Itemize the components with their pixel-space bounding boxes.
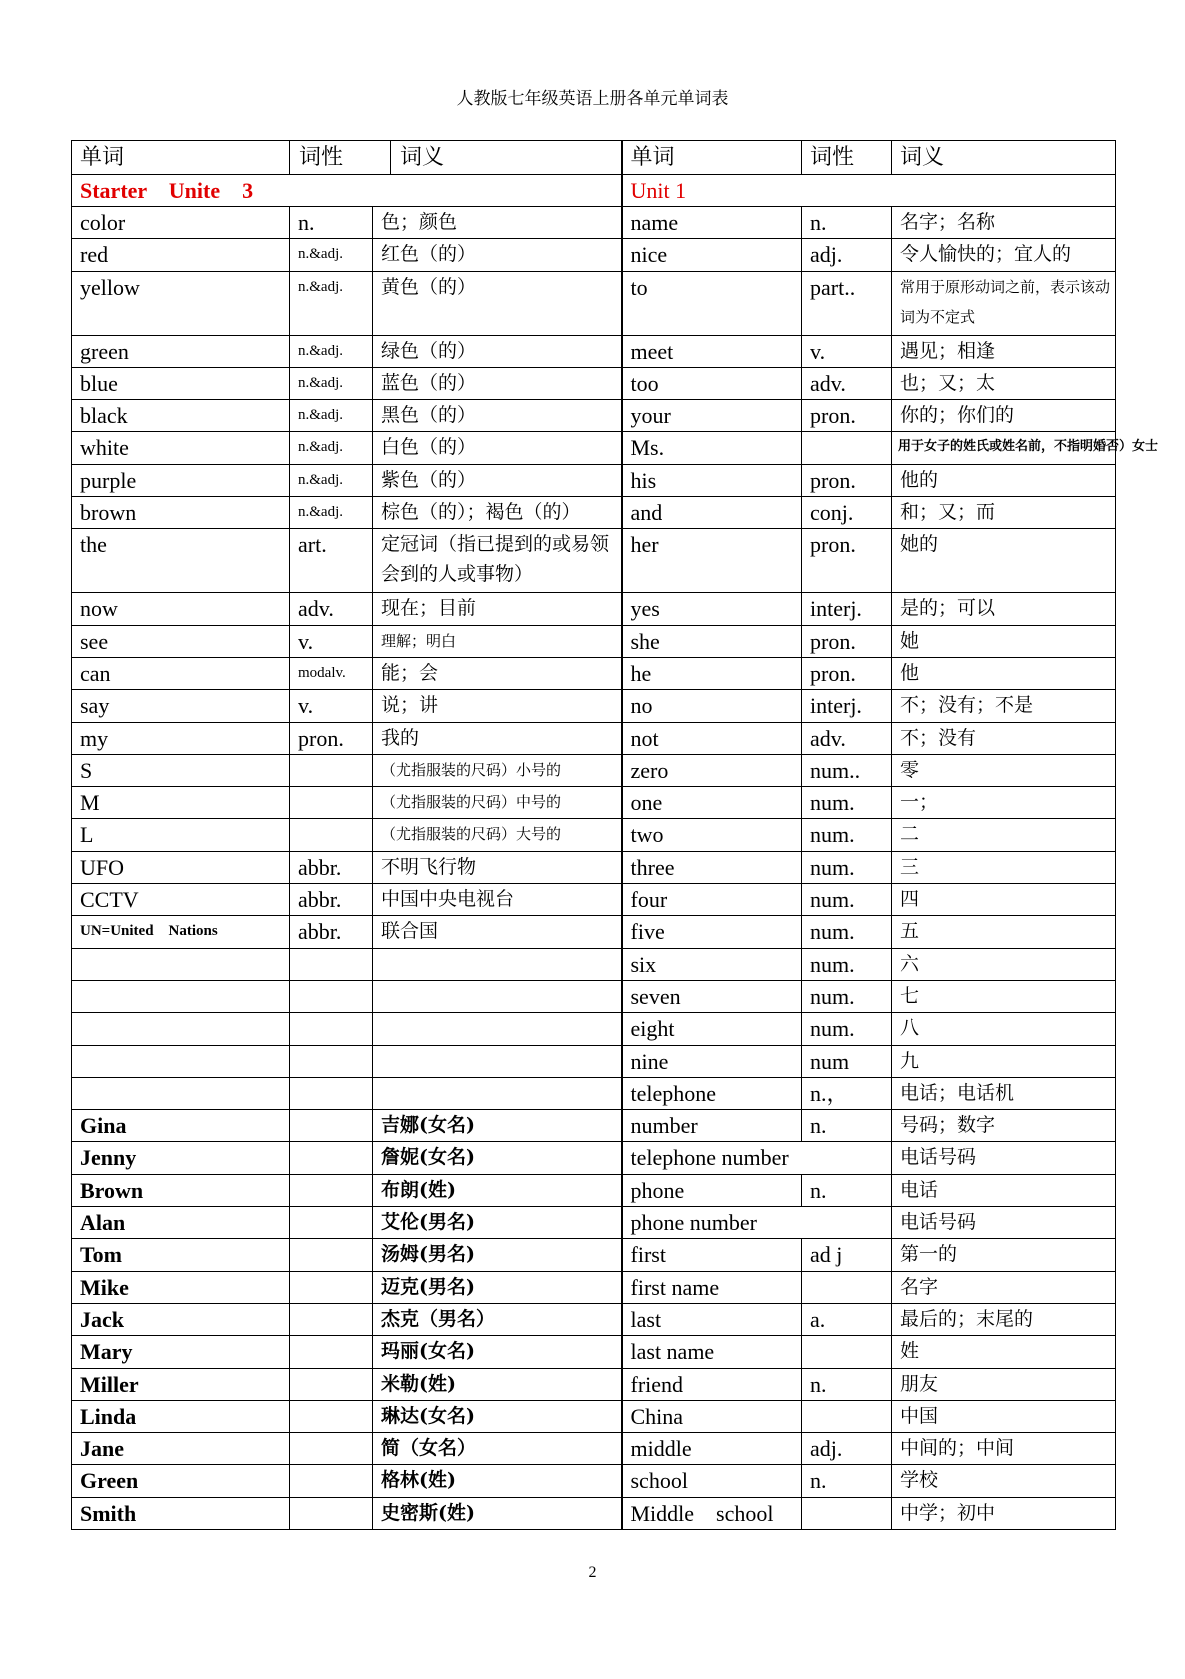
right-pos-cell: adj.: [802, 1433, 892, 1465]
right-word-cell: zero: [622, 754, 802, 786]
right-word-cell: first: [622, 1239, 802, 1271]
left-pos-cell: abbr.: [290, 916, 373, 948]
table-row: [72, 1303, 1116, 1335]
left-pos-cell: art.: [290, 529, 373, 593]
table-row: [72, 1465, 1116, 1497]
left-word-cell: color: [72, 207, 290, 239]
left-meaning-cell: 詹妮(女名): [373, 1142, 622, 1174]
right-word-cell: last name: [622, 1336, 802, 1368]
left-word-cell: [72, 1013, 290, 1045]
left-meaning-cell: 绿色（的）: [373, 335, 622, 367]
left-pos-cell: n.: [290, 207, 373, 239]
right-meaning-cell: 遇见；相逢: [892, 335, 1116, 367]
right-meaning-cell: 五: [892, 916, 1116, 948]
header-left-meaning: 词义: [400, 145, 445, 170]
left-meaning-cell: 能；会: [373, 657, 622, 689]
left-pos-cell: pron.: [290, 722, 373, 754]
right-word-cell: telephone: [622, 1077, 802, 1109]
left-pos-cell: [290, 980, 373, 1012]
table-row: [72, 1077, 1116, 1109]
left-meaning-cell: 紫色（的）: [373, 464, 622, 496]
right-meaning-cell: 九: [892, 1045, 1116, 1077]
right-meaning-cell: 号码；数字: [892, 1110, 1116, 1142]
left-word-cell: UFO: [72, 851, 290, 883]
left-word-cell: brown: [72, 497, 290, 529]
right-meaning-cell: 他: [892, 657, 1116, 689]
left-meaning-cell: [373, 1045, 622, 1077]
right-word-cell: to: [622, 271, 802, 335]
left-pos-cell: [290, 1368, 373, 1400]
right-pos-cell: [802, 1142, 892, 1174]
table-row: [72, 1368, 1116, 1400]
right-word-cell: Ms.: [622, 432, 802, 464]
right-meaning-cell: 你的；你们的: [892, 400, 1116, 432]
right-pos-cell: num: [802, 1045, 892, 1077]
left-meaning-cell: 简（女名）: [373, 1433, 622, 1465]
right-word-cell: nine: [622, 1045, 802, 1077]
right-pos-cell: pron.: [802, 529, 892, 593]
left-pos-cell: adv.: [290, 593, 373, 625]
left-meaning-cell: 白色（的）: [373, 432, 622, 464]
table-row: [72, 1336, 1116, 1368]
right-pos-cell: pron.: [802, 400, 892, 432]
left-pos-cell: [290, 1465, 373, 1497]
header-left-pos: 词性: [299, 145, 344, 170]
table-row: [72, 884, 1116, 916]
right-pos-cell: n.: [802, 1174, 892, 1206]
left-word-cell: [72, 1045, 290, 1077]
right-meaning-cell: 名字: [892, 1271, 1116, 1303]
right-meaning-cell: 他的: [892, 464, 1116, 496]
left-pos-cell: modalv.: [290, 657, 373, 689]
left-meaning-cell: 布朗(姓): [373, 1174, 622, 1206]
right-meaning-cell: 三: [892, 851, 1116, 883]
left-pos-cell: [290, 1110, 373, 1142]
left-word-cell: L: [72, 819, 290, 851]
left-word-cell: Jack: [72, 1303, 290, 1335]
table-row: [72, 1271, 1116, 1303]
right-pos-cell: num.: [802, 980, 892, 1012]
page-number: 2: [588, 1564, 597, 1581]
left-meaning-cell: 不明飞行物: [373, 851, 622, 883]
left-word-cell: my: [72, 722, 290, 754]
left-word-cell: Brown: [72, 1174, 290, 1206]
right-meaning-cell: 一；: [892, 787, 1116, 819]
right-word-cell: she: [622, 625, 802, 657]
table-row: [72, 1207, 1116, 1239]
right-meaning-cell: 不；没有；不是: [892, 690, 1116, 722]
left-pos-cell: [290, 1174, 373, 1206]
right-pos-cell: num.: [802, 884, 892, 916]
left-meaning-cell: 理解；明白: [373, 625, 622, 657]
table-row: [72, 1110, 1116, 1142]
right-word-cell: name: [622, 207, 802, 239]
right-pos-cell: [802, 1336, 892, 1368]
right-pos-cell: num..: [802, 754, 892, 786]
right-meaning-cell: 常用于原形动词之前，表示该动词为不定式: [892, 271, 1116, 335]
left-meaning-cell: [373, 980, 622, 1012]
left-word-cell: yellow: [72, 271, 290, 335]
table-row: [72, 722, 1116, 754]
left-meaning-cell: 格林(姓): [373, 1465, 622, 1497]
left-pos-cell: v.: [290, 625, 373, 657]
table-row: [72, 1433, 1116, 1465]
left-word-cell: UN=United Nations: [72, 916, 290, 948]
left-meaning-cell: 汤姆(男名): [373, 1239, 622, 1271]
right-word-cell: eight: [622, 1013, 802, 1045]
right-word-cell: China: [622, 1400, 802, 1432]
right-word-cell: phone: [622, 1174, 802, 1206]
left-word-cell: [72, 948, 290, 980]
right-word-cell: number: [622, 1110, 802, 1142]
right-word-cell: no: [622, 690, 802, 722]
right-meaning-cell: 电话号码: [892, 1207, 1116, 1239]
left-pos-cell: [290, 1013, 373, 1045]
right-meaning-cell: 是的；可以: [892, 593, 1116, 625]
left-word-cell: can: [72, 657, 290, 689]
right-pos-cell: num.: [802, 948, 892, 980]
table-row: [72, 1045, 1116, 1077]
left-pos-cell: [290, 819, 373, 851]
left-pos-cell: [290, 1336, 373, 1368]
left-pos-cell: abbr.: [290, 851, 373, 883]
left-meaning-cell: 迈克(男名): [373, 1271, 622, 1303]
right-meaning-cell: 二: [892, 819, 1116, 851]
document-title: 人教版七年级英语上册各单元单词表: [456, 89, 729, 109]
right-word-cell: last: [622, 1303, 802, 1335]
left-word-cell: green: [72, 335, 290, 367]
right-pos-cell: adv.: [802, 367, 892, 399]
right-word-cell: Middle school: [622, 1497, 802, 1529]
right-meaning-cell: 不；没有: [892, 722, 1116, 754]
left-meaning-cell: 玛丽(女名): [373, 1336, 622, 1368]
left-word-cell: Alan: [72, 1207, 290, 1239]
table-row: [72, 529, 1116, 593]
table-row: [72, 432, 1116, 464]
left-word-cell: Tom: [72, 1239, 290, 1271]
right-pos-cell: v.: [802, 335, 892, 367]
table-row: [72, 851, 1116, 883]
right-word-cell: too: [622, 367, 802, 399]
right-pos-cell: n.: [802, 1465, 892, 1497]
left-pos-cell: n.&adj.: [290, 271, 373, 335]
left-pos-cell: [290, 1497, 373, 1529]
left-meaning-cell: 定冠词（指已提到的或易领会到的人或事物）: [373, 529, 622, 593]
table-row: [72, 754, 1116, 786]
right-meaning-cell: 四: [892, 884, 1116, 916]
left-meaning-cell: 蓝色（的）: [373, 367, 622, 399]
right-meaning-cell: 八: [892, 1013, 1116, 1045]
right-meaning-cell: 七: [892, 980, 1116, 1012]
left-pos-cell: n.&adj.: [290, 464, 373, 496]
left-pos-cell: v.: [290, 690, 373, 722]
left-meaning-cell: 米勒(姓): [373, 1368, 622, 1400]
right-meaning-cell: 学校: [892, 1465, 1116, 1497]
left-meaning-cell: [373, 1013, 622, 1045]
right-pos-cell: [802, 432, 892, 464]
right-word-cell: telephone number: [622, 1142, 802, 1174]
left-meaning-cell: 吉娜(女名): [373, 1110, 622, 1142]
left-word-cell: white: [72, 432, 290, 464]
right-word-cell: first name: [622, 1271, 802, 1303]
left-pos-cell: [290, 1142, 373, 1174]
right-pos-cell: n.: [802, 1368, 892, 1400]
left-meaning-cell: 黄色（的）: [373, 271, 622, 335]
right-meaning-cell: 她的: [892, 529, 1116, 593]
right-word-cell: six: [622, 948, 802, 980]
left-pos-cell: [290, 1045, 373, 1077]
right-word-cell: three: [622, 851, 802, 883]
header-right-pos: 词性: [802, 141, 892, 175]
left-meaning-cell: （尤指服装的尺码）中号的: [373, 787, 622, 819]
header-row: [72, 141, 1116, 175]
right-word-cell: four: [622, 884, 802, 916]
header-left-divider: [390, 141, 391, 174]
left-word-cell: Linda: [72, 1400, 290, 1432]
right-meaning-cell: 六: [892, 948, 1116, 980]
left-meaning-cell: 棕色（的）；褐色（的）: [373, 497, 622, 529]
right-pos-cell: pron.: [802, 464, 892, 496]
left-pos-cell: [290, 754, 373, 786]
left-pos-cell: [290, 1400, 373, 1432]
right-word-cell: not: [622, 722, 802, 754]
section-left-title: Starter Unite 3: [72, 175, 622, 207]
right-pos-cell: num.: [802, 819, 892, 851]
right-pos-cell: interj.: [802, 690, 892, 722]
right-meaning-cell: 电话；电话机: [892, 1077, 1116, 1109]
left-word-cell: Mike: [72, 1271, 290, 1303]
left-pos-cell: [290, 787, 373, 819]
right-word-cell: yes: [622, 593, 802, 625]
right-meaning-cell: 名字；名称: [892, 207, 1116, 239]
left-pos-cell: abbr.: [290, 884, 373, 916]
right-meaning-cell: 朋友: [892, 1368, 1116, 1400]
left-meaning-cell: 黑色（的）: [373, 400, 622, 432]
section-row: [72, 175, 1116, 207]
table-row: [72, 819, 1116, 851]
table-row: [72, 1013, 1116, 1045]
right-meaning-cell: 她: [892, 625, 1116, 657]
table-row: [72, 1142, 1116, 1174]
left-meaning-cell: （尤指服装的尺码）大号的: [373, 819, 622, 851]
table-row: [72, 1174, 1116, 1206]
left-meaning-cell: 我的: [373, 722, 622, 754]
left-word-cell: Jane: [72, 1433, 290, 1465]
right-pos-cell: [802, 1271, 892, 1303]
right-meaning-cell: 电话: [892, 1174, 1116, 1206]
right-word-cell: meet: [622, 335, 802, 367]
left-pos-cell: [290, 1207, 373, 1239]
left-word-cell: Gina: [72, 1110, 290, 1142]
right-word-cell: and: [622, 497, 802, 529]
header-left-word: 单词: [72, 141, 290, 175]
right-pos-cell: n.，: [802, 1077, 892, 1109]
table-row: [72, 464, 1116, 496]
left-word-cell: Smith: [72, 1497, 290, 1529]
table-row: [72, 497, 1116, 529]
table-row: [72, 239, 1116, 271]
table-row: [72, 980, 1116, 1012]
right-meaning-cell: 中国: [892, 1400, 1116, 1432]
right-pos-cell: n.: [802, 207, 892, 239]
left-pos-cell: [290, 948, 373, 980]
left-word-cell: say: [72, 690, 290, 722]
left-pos-cell: n.&adj.: [290, 432, 373, 464]
right-meaning-cell: 第一的: [892, 1239, 1116, 1271]
table-row: [72, 787, 1116, 819]
left-pos-cell: [290, 1433, 373, 1465]
table-row: [72, 916, 1116, 948]
right-word-cell: he: [622, 657, 802, 689]
right-pos-cell: pron.: [802, 657, 892, 689]
right-word-cell: school: [622, 1465, 802, 1497]
left-word-cell: Green: [72, 1465, 290, 1497]
left-meaning-cell: 杰克（男名）: [373, 1303, 622, 1335]
left-word-cell: Jenny: [72, 1142, 290, 1174]
left-pos-cell: [290, 1303, 373, 1335]
left-meaning-cell: 联合国: [373, 916, 622, 948]
left-meaning-cell: 史密斯(姓): [373, 1497, 622, 1529]
section-right-title: Unit 1: [622, 175, 1116, 207]
left-word-cell: red: [72, 239, 290, 271]
vocabulary-table: [71, 140, 1159, 1530]
left-pos-cell: n.&adj.: [290, 239, 373, 271]
right-pos-cell: ad j: [802, 1239, 892, 1271]
left-meaning-cell: [373, 948, 622, 980]
left-pos-cell: n.&adj.: [290, 400, 373, 432]
right-word-cell: her: [622, 529, 802, 593]
left-meaning-cell: 艾伦(男名): [373, 1207, 622, 1239]
right-pos-cell: pron.: [802, 625, 892, 657]
table-row: [72, 367, 1116, 399]
right-pos-cell: num.: [802, 851, 892, 883]
left-pos-cell: [290, 1271, 373, 1303]
left-word-cell: the: [72, 529, 290, 593]
right-pos-cell: part..: [802, 271, 892, 335]
table-row: [72, 271, 1116, 335]
left-word-cell: now: [72, 593, 290, 625]
right-pos-cell: num.: [802, 1013, 892, 1045]
right-word-cell: one: [622, 787, 802, 819]
left-meaning-cell: 现在；目前: [373, 593, 622, 625]
right-word-cell: two: [622, 819, 802, 851]
left-meaning-cell: 红色（的）: [373, 239, 622, 271]
left-word-cell: [72, 1077, 290, 1109]
left-word-cell: S: [72, 754, 290, 786]
table-row: [72, 690, 1116, 722]
left-word-cell: Mary: [72, 1336, 290, 1368]
table-row: [72, 400, 1116, 432]
right-pos-cell: interj.: [802, 593, 892, 625]
left-meaning-cell: 中国中央电视台: [373, 884, 622, 916]
right-pos-cell: [802, 1207, 892, 1239]
left-meaning-cell: 说；讲: [373, 690, 622, 722]
left-word-cell: M: [72, 787, 290, 819]
table-row: [72, 335, 1116, 367]
right-pos-cell: [802, 1400, 892, 1432]
header-right-word: 单词: [622, 141, 802, 175]
right-meaning-cell: 电话号码: [892, 1142, 1116, 1174]
left-word-cell: black: [72, 400, 290, 432]
left-word-cell: Miller: [72, 1368, 290, 1400]
left-pos-cell: [290, 1239, 373, 1271]
table-row: [72, 948, 1116, 980]
left-pos-cell: [290, 1077, 373, 1109]
right-word-cell: five: [622, 916, 802, 948]
right-pos-cell: [802, 1497, 892, 1529]
right-word-cell: his: [622, 464, 802, 496]
right-pos-cell: a.: [802, 1303, 892, 1335]
left-word-cell: purple: [72, 464, 290, 496]
right-meaning-cell: 也；又；太: [892, 367, 1116, 399]
table-row: [72, 1497, 1116, 1529]
left-word-cell: [72, 980, 290, 1012]
left-word-cell: CCTV: [72, 884, 290, 916]
right-pos-cell: conj.: [802, 497, 892, 529]
left-word-cell: see: [72, 625, 290, 657]
right-meaning-cell: 和；又；而: [892, 497, 1116, 529]
table-row: [72, 593, 1116, 625]
table-row: [72, 1239, 1116, 1271]
right-meaning-cell: 零: [892, 754, 1116, 786]
left-pos-cell: n.&adj.: [290, 367, 373, 399]
right-pos-cell: num.: [802, 916, 892, 948]
table-row: [72, 625, 1116, 657]
right-pos-cell: num.: [802, 787, 892, 819]
right-word-cell: seven: [622, 980, 802, 1012]
right-pos-cell: adv.: [802, 722, 892, 754]
right-pos-cell: n.: [802, 1110, 892, 1142]
right-meaning-cell: 最后的；末尾的: [892, 1303, 1116, 1335]
left-word-cell: blue: [72, 367, 290, 399]
table-row: [72, 207, 1116, 239]
right-word-cell: friend: [622, 1368, 802, 1400]
header-left-pos-meaning: [290, 141, 622, 175]
right-meaning-cell: 中学；初中: [892, 1497, 1116, 1529]
table-row: [72, 1400, 1116, 1432]
table-row: [72, 657, 1116, 689]
left-meaning-cell: [373, 1077, 622, 1109]
right-word-cell: nice: [622, 239, 802, 271]
right-meaning-cell: 姓: [892, 1336, 1116, 1368]
left-pos-cell: n.&adj.: [290, 497, 373, 529]
right-meaning-cell: 用于女子的姓氏或姓名前，不指明婚否）女士: [892, 432, 1116, 464]
left-meaning-cell: （尤指服装的尺码）小号的: [373, 754, 622, 786]
right-word-cell: middle: [622, 1433, 802, 1465]
right-meaning-cell: 令人愉快的；宜人的: [892, 239, 1116, 271]
left-meaning-cell: 琳达(女名): [373, 1400, 622, 1432]
right-word-cell: phone number: [622, 1207, 802, 1239]
right-meaning-cell: 中间的；中间: [892, 1433, 1116, 1465]
left-pos-cell: n.&adj.: [290, 335, 373, 367]
right-pos-cell: adj.: [802, 239, 892, 271]
left-meaning-cell: 色；颜色: [373, 207, 622, 239]
header-right-meaning: 词义: [892, 141, 1116, 175]
right-word-cell: your: [622, 400, 802, 432]
